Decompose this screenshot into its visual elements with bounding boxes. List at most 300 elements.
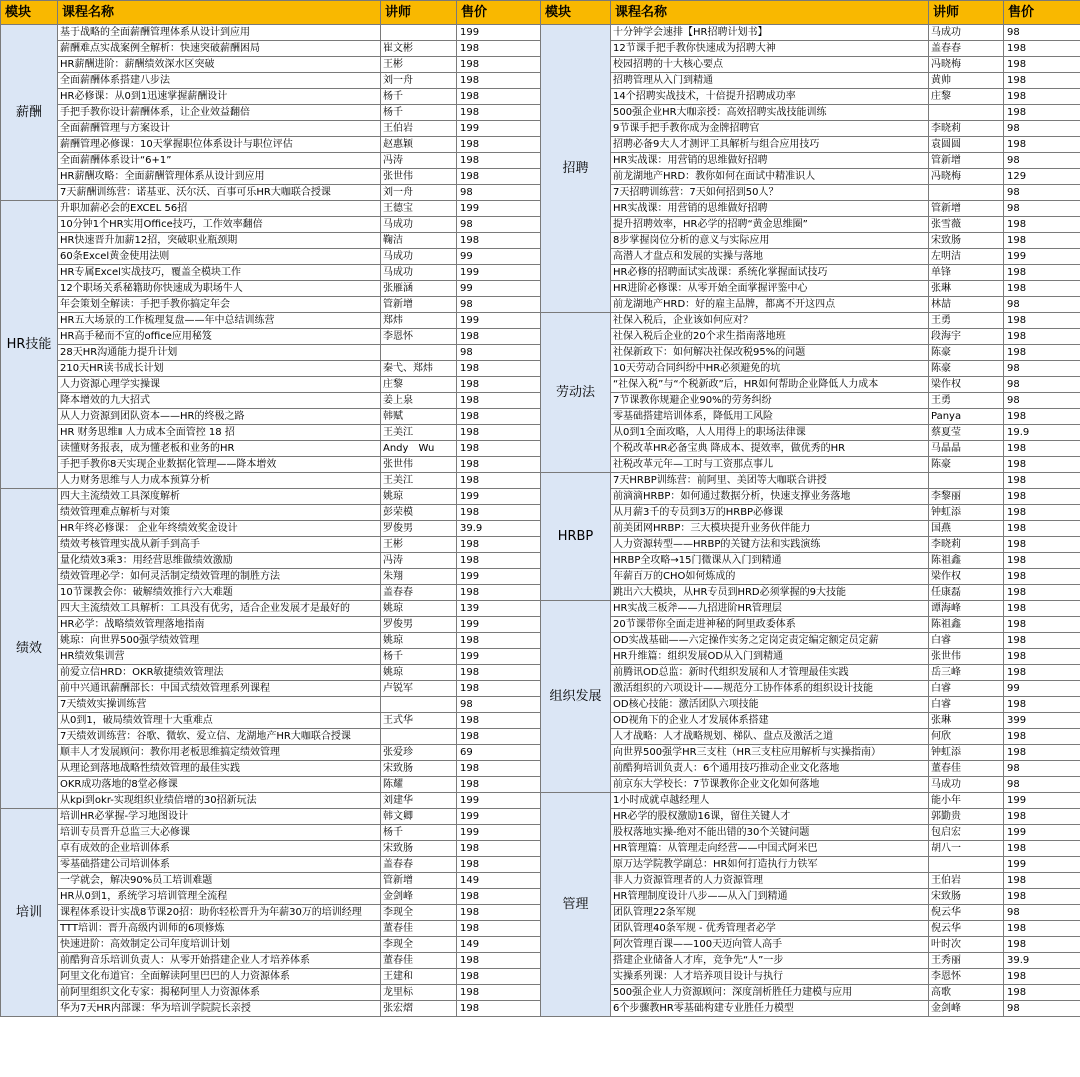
course-name-cell: 基于战略的全面薪酬管理体系从设计到应用 (58, 25, 381, 41)
lecturer-cell: 蔡夏莹 (929, 425, 1004, 441)
price-cell: 198 (1004, 585, 1080, 601)
course-name-cell: 激活组织的六项设计——规范分工协作体系的组织设计技能 (611, 681, 929, 697)
lecturer-cell: 杨千 (381, 105, 457, 121)
course-name-cell: 前美团网HRBP：三大模块提升业务伙伴能力 (611, 521, 929, 537)
course-name-cell: OD视角下的企业人才发展体系搭建 (611, 713, 929, 729)
lecturer-cell: 陈耀 (381, 777, 457, 793)
course-name-cell: HR五大场景的工作梳理复盘——年中总结训练营 (58, 313, 381, 329)
course-name-cell: 7天招聘训练营：7天如何招到50人？ (611, 185, 929, 201)
table-row (541, 361, 1080, 377)
lecturer-cell: 彭荣模 (381, 505, 457, 521)
lecturer-cell: 张世伟 (929, 649, 1004, 665)
table-row (541, 441, 1080, 457)
course-name-cell: 向世界500强学HR三支柱（HR三支柱应用解析与实操指南） (611, 745, 929, 761)
lecturer-cell: 叶时次 (929, 937, 1004, 953)
lecturer-cell: 钟虹添 (929, 745, 1004, 761)
course-name-cell: 前龙湖地产HRD：好的雇主品牌，都离不开这四点 (611, 297, 929, 313)
course-name-cell: 14个招聘实战技术，十倍提升招聘成功率 (611, 89, 929, 105)
course-name-cell: HR薪酬进阶：薪酬绩效深水区突破 (58, 57, 381, 73)
course-name-cell: HR必学：战略绩效管理落地指南 (58, 617, 381, 633)
table-row (541, 473, 1080, 489)
course-name-cell: 前滴滴HRBP：如何通过数据分析，快速支撑业务落地 (611, 489, 929, 505)
course-name-cell: 前酷狗音乐培训负责人：从零开始搭建企业人才培养体系 (58, 953, 381, 969)
table-row (541, 921, 1080, 937)
table-row (1, 457, 541, 473)
price-cell: 198 (457, 329, 541, 345)
lecturer-cell: 刘建华 (381, 793, 457, 809)
price-cell: 199 (457, 809, 541, 825)
lecturer-cell: 白睿 (929, 633, 1004, 649)
table-row (541, 777, 1080, 793)
table-row (541, 1001, 1080, 1017)
table-row (541, 857, 1080, 873)
table-row (541, 521, 1080, 537)
table-row (1, 697, 541, 713)
course-name-cell: 28天HR沟通能力提升计划 (58, 345, 381, 361)
lecturer-cell (381, 697, 457, 713)
table-row (541, 57, 1080, 73)
table-row (1, 505, 541, 521)
course-name-cell: OKR成功落地的8堂必修课 (58, 777, 381, 793)
lecturer-cell: 宋致肠 (929, 233, 1004, 249)
table-row (1, 905, 541, 921)
course-name-cell: 从人力资源到团队资本——HR的终极之路 (58, 409, 381, 425)
price-cell: 198 (1004, 217, 1080, 233)
price-cell: 98 (457, 297, 541, 313)
price-cell: 198 (457, 761, 541, 777)
header-price: 售价 (1004, 1, 1080, 25)
lecturer-cell: 张雪薇 (929, 217, 1004, 233)
course-name-cell: 20节课带你全面走进神秘的阿里政委体系 (611, 617, 929, 633)
lecturer-cell: 单锋 (929, 265, 1004, 281)
table-row (1, 185, 541, 201)
price-cell: 198 (1004, 521, 1080, 537)
course-name-cell: 实操系列课：人才培养项目设计与执行 (611, 969, 929, 985)
course-name-cell: 降本增效的九大招式 (58, 393, 381, 409)
lecturer-cell: 杨千 (381, 825, 457, 841)
lecturer-cell: 包启宏 (929, 825, 1004, 841)
lecturer-cell: 王彬 (381, 57, 457, 73)
course-name-cell: 社保入税后，企业该如何应对？ (611, 313, 929, 329)
table-row (1, 665, 541, 681)
course-table-right (540, 0, 1080, 1017)
course-name-cell: HR实战课：用营销的思维做好招聘 (611, 201, 929, 217)
course-name-cell: 9节课手把手教你成为金牌招聘官 (611, 121, 929, 137)
lecturer-cell: 袁圆圆 (929, 137, 1004, 153)
price-cell: 198 (457, 553, 541, 569)
module-cell: HRBP (541, 473, 611, 601)
price-cell: 199 (457, 25, 541, 41)
price-cell: 198 (1004, 473, 1080, 489)
lecturer-cell: 高歌 (929, 985, 1004, 1001)
table-row (1, 601, 541, 617)
course-name-cell: TTT培训：晋升高级内训师的6项修炼 (58, 921, 381, 937)
course-name-cell: 全面薪酬体系设计“6+1” (58, 153, 381, 169)
lecturer-cell: 龙里标 (381, 985, 457, 1001)
table-row (1, 553, 541, 569)
course-name-cell: 绩效管理必学：如何灵活制定绩效管理的制胜方法 (58, 569, 381, 585)
course-name-cell: 前腾讯OD总监：新时代组织发展和人才管理最佳实践 (611, 665, 929, 681)
lecturer-cell: 马成功 (929, 777, 1004, 793)
lecturer-cell: 冯晓梅 (929, 169, 1004, 185)
course-name-cell: 股权落地实操-绝对不能出错的30个关键问题 (611, 825, 929, 841)
price-cell: 199 (1004, 249, 1080, 265)
price-cell: 139 (457, 601, 541, 617)
lecturer-cell: 岳三峰 (929, 665, 1004, 681)
course-name-cell: 顺丰人才发展顾问：教你用老板思维搞定绩效管理 (58, 745, 381, 761)
lecturer-cell: 刘一舟 (381, 185, 457, 201)
price-cell: 198 (1004, 937, 1080, 953)
course-name-cell: 零基础搭建公司培训体系 (58, 857, 381, 873)
price-cell: 198 (1004, 105, 1080, 121)
course-name-cell: 招聘管理从入门到精通 (611, 73, 929, 89)
table-row (541, 265, 1080, 281)
price-cell: 198 (1004, 409, 1080, 425)
table-row (1, 105, 541, 121)
header-price: 售价 (457, 1, 541, 25)
table-row (541, 793, 1080, 809)
lecturer-cell: 卢锐军 (381, 681, 457, 697)
course-name-cell: 10天劳动合同纠纷中HR必须避免的坑 (611, 361, 929, 377)
price-cell: 198 (1004, 489, 1080, 505)
course-name-cell: HR薪酬攻略：全面薪酬管理体系从设计到应用 (58, 169, 381, 185)
price-cell: 98 (457, 697, 541, 713)
price-cell: 198 (1004, 41, 1080, 57)
table-row (1, 441, 541, 457)
table-row (541, 713, 1080, 729)
table-row (1, 745, 541, 761)
lecturer-cell (929, 105, 1004, 121)
table-row (541, 873, 1080, 889)
lecturer-cell: 郑炜 (381, 313, 457, 329)
course-name-cell: 人力财务思维与人力成本预算分析 (58, 473, 381, 489)
course-name-cell: 前爱立信HRD：OKR敏捷绩效管理法 (58, 665, 381, 681)
lecturer-cell: 王伯岩 (381, 121, 457, 137)
price-cell: 19.9 (1004, 425, 1080, 441)
lecturer-cell: 陈豪 (929, 345, 1004, 361)
course-name-cell: 全面薪酬管理与方案设计 (58, 121, 381, 137)
course-name-cell: 培训专员晋升总监三大必修课 (58, 825, 381, 841)
table-row (1, 873, 541, 889)
table-row (541, 313, 1080, 329)
price-cell: 198 (1004, 633, 1080, 649)
lecturer-cell: 张琳 (929, 281, 1004, 297)
table-row (1, 489, 541, 505)
price-cell: 199 (1004, 857, 1080, 873)
price-cell: 149 (457, 873, 541, 889)
course-name-cell: HR升维篇：组织发展OD从入门到精通 (611, 649, 929, 665)
course-name-cell: 阿里文化布道官：全面解读阿里巴巴的人力资源体系 (58, 969, 381, 985)
price-cell: 198 (1004, 233, 1080, 249)
lecturer-cell: 韩文卿 (381, 809, 457, 825)
lecturer-cell: 盖春春 (381, 857, 457, 873)
lecturer-cell: 梁作权 (929, 569, 1004, 585)
price-cell: 198 (1004, 969, 1080, 985)
price-cell: 199 (457, 649, 541, 665)
course-name-cell: 卓有成效的企业培训体系 (58, 841, 381, 857)
price-cell: 198 (1004, 841, 1080, 857)
lecturer-cell: 刘一舟 (381, 73, 457, 89)
table-row (541, 185, 1080, 201)
lecturer-cell: 张琳 (929, 713, 1004, 729)
price-cell: 199 (457, 793, 541, 809)
lecturer-cell: Andy Wu (381, 441, 457, 457)
lecturer-cell: 李现全 (381, 905, 457, 921)
lecturer-cell: 王美江 (381, 425, 457, 441)
lecturer-cell: 王秀丽 (929, 953, 1004, 969)
lecturer-cell: 姚琼 (381, 489, 457, 505)
table-row (1, 329, 541, 345)
lecturer-cell: 王式华 (381, 713, 457, 729)
table-row (541, 729, 1080, 745)
course-name-cell: 年会策划全解读：手把手教你搞定年会 (58, 297, 381, 313)
table-row (1, 201, 541, 217)
table-row (541, 217, 1080, 233)
course-name-cell: 姚琼：向世界500强学绩效管理 (58, 633, 381, 649)
course-name-cell: 读懂财务报表，成为懂老板和业务的HR (58, 441, 381, 457)
course-name-cell: 从0到1全面攻略，人人用得上的职场法律课 (611, 425, 929, 441)
price-cell: 198 (457, 361, 541, 377)
lecturer-cell: 赵惠颖 (381, 137, 457, 153)
lecturer-cell: 管新增 (381, 297, 457, 313)
course-name-cell: HR快速晋升加薪12招，突破职业瓶颈期 (58, 233, 381, 249)
course-name-cell: 8步掌握岗位分析的意义与实际应用 (611, 233, 929, 249)
price-cell: 39.9 (457, 521, 541, 537)
table-row (541, 169, 1080, 185)
lecturer-cell: 张世伟 (381, 169, 457, 185)
header-course-name: 课程名称 (611, 1, 929, 25)
table-row (541, 761, 1080, 777)
lecturer-cell: 李恩怀 (381, 329, 457, 345)
lecturer-cell: 王伯岩 (929, 873, 1004, 889)
course-name-cell: 华为7天HR内部课：华为培训学院院长亲授 (58, 1001, 381, 1017)
lecturer-cell (381, 729, 457, 745)
course-name-cell: 前阿里组织文化专家：揭秘阿里人力资源体系 (58, 985, 381, 1001)
course-name-cell: 210天HR读书成长计划 (58, 361, 381, 377)
course-name-cell: HR必学的股权激励16课，留住关键人才 (611, 809, 929, 825)
table-row (1, 137, 541, 153)
table-row (1, 777, 541, 793)
table-row (1, 217, 541, 233)
price-cell: 198 (1004, 137, 1080, 153)
course-name-cell: 手把手教你设计薪酬体系，让企业效益翻倍 (58, 105, 381, 121)
course-name-cell: 12个职场关系秘籍助你快速成为职场牛人 (58, 281, 381, 297)
table-row (541, 585, 1080, 601)
price-cell: 198 (457, 233, 541, 249)
lecturer-cell: 马晶晶 (929, 441, 1004, 457)
lecturer-cell: 陈豪 (929, 361, 1004, 377)
price-cell: 198 (457, 57, 541, 73)
lecturer-cell: 王德宝 (381, 201, 457, 217)
table-row (1, 169, 541, 185)
lecturer-cell: 宋致肠 (381, 841, 457, 857)
course-name-cell: HR必修课：从0到1迅速掌握薪酬设计 (58, 89, 381, 105)
lecturer-cell (381, 345, 457, 361)
module-cell: 管理 (541, 793, 611, 1017)
price-cell: 199 (1004, 793, 1080, 809)
price-cell: 198 (1004, 889, 1080, 905)
table-row (541, 457, 1080, 473)
lecturer-cell: 罗俊男 (381, 521, 457, 537)
course-name-cell: 前龙湖地产HRD：教你如何在面试中精准识人 (611, 169, 929, 185)
lecturer-cell: 姚琼 (381, 601, 457, 617)
course-name-cell: HR高手秘而不宣的office应用秘笈 (58, 329, 381, 345)
course-name-cell: 从月薪3千的专员到3万的HRBP必修课 (611, 505, 929, 521)
table-row (1, 249, 541, 265)
module-cell: 绩效 (1, 489, 58, 809)
lecturer-cell: 金剑峰 (381, 889, 457, 905)
lecturer-cell: 郭勤贵 (929, 809, 1004, 825)
lecturer-cell: 罗俊男 (381, 617, 457, 633)
price-cell: 198 (457, 777, 541, 793)
price-cell: 98 (1004, 393, 1080, 409)
price-cell: 99 (457, 281, 541, 297)
course-name-cell: 零基础搭建培训体系，降低用工风险 (611, 409, 929, 425)
course-name-cell: HR从0到1，系统学习培训管理全流程 (58, 889, 381, 905)
price-cell: 99 (457, 249, 541, 265)
price-cell: 69 (457, 745, 541, 761)
lecturer-cell: 张世伟 (381, 457, 457, 473)
table-row (541, 537, 1080, 553)
course-name-cell: HR管理篇：从管理走向经营——中国式阿米巴 (611, 841, 929, 857)
header-module: 模块 (1, 1, 58, 25)
price-cell: 198 (457, 841, 541, 857)
table-row (541, 617, 1080, 633)
course-name-cell: HR年终必修课： 企业年终绩效奖金设计 (58, 521, 381, 537)
price-cell: 98 (457, 345, 541, 361)
course-name-cell: 绩效管理难点解析与对策 (58, 505, 381, 521)
table-row (1, 889, 541, 905)
lecturer-cell: 盖春春 (381, 585, 457, 601)
price-cell: 129 (1004, 169, 1080, 185)
price-cell: 98 (1004, 153, 1080, 169)
course-name-cell: 升职加薪必会的EXCEL 56招 (58, 201, 381, 217)
lecturer-cell: 国燕 (929, 521, 1004, 537)
lecturer-cell: 李现全 (381, 937, 457, 953)
table-row (1, 25, 541, 41)
lecturer-cell: 王建和 (381, 969, 457, 985)
table-row (541, 969, 1080, 985)
price-cell: 198 (1004, 745, 1080, 761)
table-row (541, 201, 1080, 217)
price-cell: 198 (1004, 809, 1080, 825)
lecturer-cell: 庄黎 (929, 89, 1004, 105)
course-name-cell: OD实战基础——六定操作实务之定岗定责定编定额定员定薪 (611, 633, 929, 649)
lecturer-cell: 白睿 (929, 681, 1004, 697)
lecturer-cell: 李恩怀 (929, 969, 1004, 985)
table-row (1, 521, 541, 537)
table-row (541, 665, 1080, 681)
price-cell: 198 (457, 137, 541, 153)
price-cell: 198 (457, 89, 541, 105)
course-name-cell: HR管理制度设计八步——从入门到精通 (611, 889, 929, 905)
lecturer-cell: 任康磊 (929, 585, 1004, 601)
price-cell: 198 (1004, 281, 1080, 297)
module-cell: 组织发展 (541, 601, 611, 793)
table-row (541, 377, 1080, 393)
course-name-cell: 手把手教你8天实现企业数据化管理——降本增效 (58, 457, 381, 473)
course-name-cell: 人力资源转型——HRBP的关键方法和实践演练 (611, 537, 929, 553)
price-cell: 198 (1004, 89, 1080, 105)
lecturer-cell: 能小年 (929, 793, 1004, 809)
course-name-cell: 校园招聘的十大核心要点 (611, 57, 929, 73)
table-row (541, 745, 1080, 761)
price-cell: 198 (1004, 985, 1080, 1001)
table-row (541, 489, 1080, 505)
price-cell: 199 (457, 825, 541, 841)
module-cell: 招聘 (541, 25, 611, 313)
price-cell: 98 (1004, 905, 1080, 921)
course-name-cell: 社保入税后企业的20个求生指南落地班 (611, 329, 929, 345)
table-row (541, 137, 1080, 153)
table-row (541, 905, 1080, 921)
table-row (1, 73, 541, 89)
lecturer-cell: 倪云华 (929, 921, 1004, 937)
lecturer-cell: 庄黎 (381, 377, 457, 393)
table-row (541, 505, 1080, 521)
table-row (541, 297, 1080, 313)
lecturer-cell: 姚琼 (381, 633, 457, 649)
price-cell: 199 (457, 313, 541, 329)
price-cell: 198 (457, 681, 541, 697)
lecturer-cell: 左明洁 (929, 249, 1004, 265)
price-cell: 198 (1004, 505, 1080, 521)
header-lecturer: 讲师 (929, 1, 1004, 25)
table-row (1, 937, 541, 953)
table-row (1, 825, 541, 841)
price-cell: 199 (457, 121, 541, 137)
course-name-cell: 全面薪酬体系搭建八步法 (58, 73, 381, 89)
table-row (1, 281, 541, 297)
table-row (1, 633, 541, 649)
course-name-cell: 社税改革元年—工时与工资那点事儿 (611, 457, 929, 473)
price-cell: 198 (1004, 569, 1080, 585)
header-row (1, 1, 541, 25)
lecturer-cell (929, 473, 1004, 489)
lecturer-cell: 钟虹添 (929, 505, 1004, 521)
table-row (541, 569, 1080, 585)
price-cell: 198 (1004, 345, 1080, 361)
price-cell: 98 (457, 185, 541, 201)
table-row (541, 281, 1080, 297)
lecturer-cell: Panya (929, 409, 1004, 425)
table-row (541, 425, 1080, 441)
course-name-cell: 12节课手把手教你快速成为招聘大神 (611, 41, 929, 57)
price-cell: 198 (457, 905, 541, 921)
price-cell: 198 (1004, 665, 1080, 681)
lecturer-cell: 王勇 (929, 313, 1004, 329)
lecturer-cell: 张爱珍 (381, 745, 457, 761)
lecturer-cell: 梁作权 (929, 377, 1004, 393)
table-row (1, 761, 541, 777)
price-cell: 99 (1004, 681, 1080, 697)
course-name-cell: HR 财务思维Ⅱ 人力成本全面管控 18 招 (58, 425, 381, 441)
course-name-cell: HR实战三板斧——九招进阶HR管理层 (611, 601, 929, 617)
lecturer-cell: 林喆 (929, 297, 1004, 313)
lecturer-cell: 陈祖鑫 (929, 553, 1004, 569)
course-name-cell: 7天薪酬训练营：诺基亚、沃尔沃、百事可乐HR大咖联合授课 (58, 185, 381, 201)
table-row (1, 793, 541, 809)
lecturer-cell: 李晓莉 (929, 121, 1004, 137)
table-row (1, 681, 541, 697)
price-cell: 199 (457, 489, 541, 505)
course-name-cell: 人才战略：人才战略规划、梯队、盘点及激活之道 (611, 729, 929, 745)
table-row (541, 553, 1080, 569)
table-row (1, 969, 541, 985)
lecturer-cell: 何欣 (929, 729, 1004, 745)
lecturer-cell: 崔文彬 (381, 41, 457, 57)
course-name-cell: 团队管理40条军规 - 优秀管理者必学 (611, 921, 929, 937)
